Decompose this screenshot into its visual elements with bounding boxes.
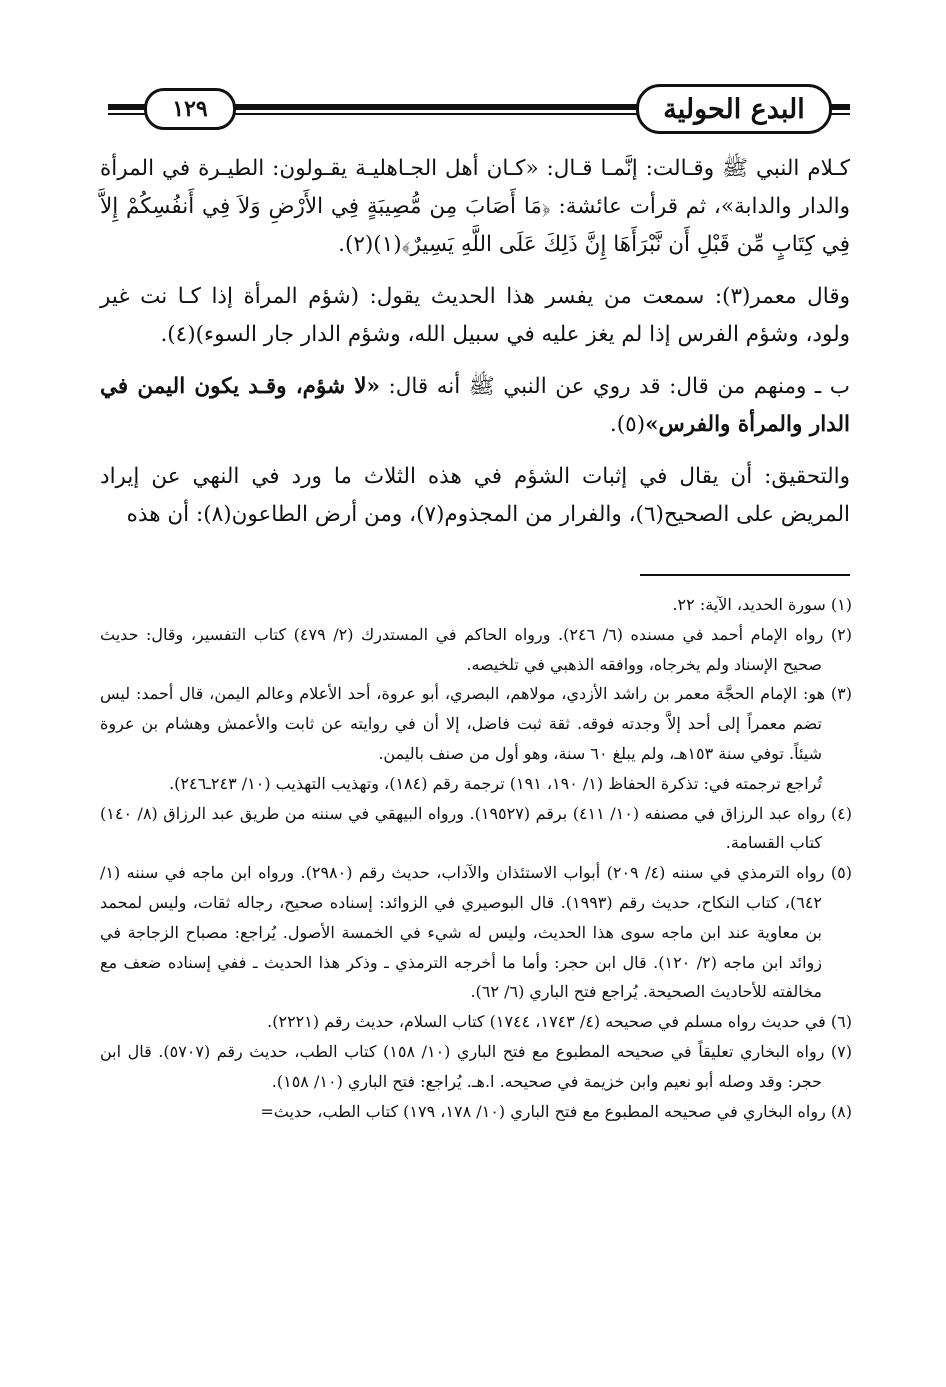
footnote-5: (٥) رواه الترمذي في سننه (٤/ ٢٠٩) أبواب الاستئذان والآداب، حديث رقم (٢٩٨٠). ورواه ابن ماجه في سننه (١/ ٦٤٢)، كتاب النكاح، حديث رقم (١٩٩٣). قال البوصيري في الزوائد: إسناده صحيح، رجاله ثقات، وليس لمحمد بن معاوية عند ابن ماجه سوى هذا الحديث، وليس له شيء في الخمسة الأصول. يُراجع: مصباح الزجاجة في زوائد ابن ماجه (٢/ ١٢٠). قال ابن حجر: وأما ما أخرجه الترمذي ـ وذكر هذا الحديث ـ ففي إسناده ضعف مع مخالفته للأحاديث الصحيحة. يُراجع فتح الباري (٦/ ٦٢).	[100, 863, 853, 1002]
page-header	[108, 82, 850, 132]
footnotes	[100, 590, 852, 1126]
footnote-3-continuation: تُراجع ترجمته في: تذكرة الحفاظ (١/ ١٩٠، ١٩١) ترجمة رقم (١٨٤)، وتهذيب التهذيب (١٠/ ٢٤٣ـ٢٤٦).	[169, 773, 822, 793]
hadith-quote: «لا شؤم، وقـد يكون اليمن في الدار والمرأة والفرس»	[100, 374, 850, 437]
page-number: ١٢٩	[144, 88, 236, 130]
footnote-3: (٣) هو: الإمام الحجَّة معمر بن راشد الأزدي، مولاهم، البصري، أبو عروة، أحد الأعلام وعالم اليمن، قال أحمد: ليس تضم معمراً إلى أحد إلاَّ وجدته فوقه. ثقة ثبت فاضل، إلا أن في روايته عن ثابت والأعمش وهشام بن عروة شيئاً. توفي سنة ١٥٣هـ، ولم يبلغ ٦٠ سنة، وهو أول من صنف باليمن.	[100, 684, 852, 763]
paragraph-3-ref: (٥).	[609, 412, 646, 437]
paragraph-4: والتحقيق: أن يقال في إثبات الشؤم في هذه الثلاث ما ورد في النهي عن إيراد المريض على الصحيح(٦)، والفرار من المجذوم(٧)، ومن أرض الطاعون(٨): أن هذه	[100, 464, 850, 527]
main-text	[100, 150, 850, 548]
footnote-7: (٧) رواه البخاري تعليقاً في صحيحه المطبوع مع فتح الباري (١٠/ ١٥٨) كتاب الطب، حديث رقم (٥٧٠٧). قال ابن حجر: وقد وصله أبو نعيم وابن خزيمة في صحيحه. ا.هـ. يُراجع: فتح الباري (١٠/ ١٥٨).	[100, 1041, 852, 1091]
footnote-4: (٤) رواه عبد الرزاق في مصنفه (١٠/ ٤١١) برقم (١٩٥٢٧). ورواه البيهقي في سننه من طريق عبد الرزاق (٨/ ١٤٠) كتاب القسامة.	[100, 803, 853, 853]
footnote-8: (٨) رواه البخاري في صحيحه المطبوع مع فتح الباري (١٠/ ١٧٨، ١٧٩) كتاب الطب، حديث=	[260, 1101, 852, 1121]
footnote-2: (٢) رواه الإمام أحمد في مسنده (٦/ ٢٤٦). ورواه الحاكم في المستدرك (٢/ ٤٧٩) كتاب التفسير، وقال: حديث صحيح الإسناد ولم يخرجاه، ووافقه الذهبي في تلخيصه.	[100, 624, 853, 674]
running-title: البدع الحولية	[636, 84, 832, 134]
footnote-6: (٦) في حديث رواه مسلم في صحيحه (٤/ ١٧٤٣، ١٧٤٤) كتاب السلام، حديث رقم (٢٢٢١).	[267, 1012, 852, 1032]
paragraph-3-intro: ب ـ ومنهم من قال: قد روي عن النبي ﷺ أنه قال:	[379, 374, 850, 399]
paragraph-1: كـلام النبي ﷺ وقـالت: إنَّمـا قـال: «كـان أهل الجـاهليـة يقـولون: الطيـرة في المرأة والدار والدابة»، ثم قرأت عائشة: ﴿مَا أَصَابَ مِن مُّصِيبَةٍ فِي الأَرْضِ وَلاَ فِي أَنفُسِكُمْ إِلاَّ فِي كِتَابٍ مِّن قَبْلِ أَن نَّبْرَأَهَا إِنَّ ذَلِكَ عَلَى اللَّهِ يَسِيرٌ﴾(١)(٢).	[100, 156, 850, 257]
footnote-1: (١) سورة الحديد، الآية: ٢٢.	[672, 595, 852, 614]
paragraph-3	[100, 368, 850, 444]
footnote-separator	[640, 574, 850, 576]
paragraph-2: وقال معمر(٣): سمعت من يفسر هذا الحديث يقول: (شؤم المرأة إذا كـا نت غير ولود، وشؤم الفرس إذا لم يغز عليه في سبيل الله، وشؤم الدار جار السوء)(٤).	[100, 284, 850, 347]
